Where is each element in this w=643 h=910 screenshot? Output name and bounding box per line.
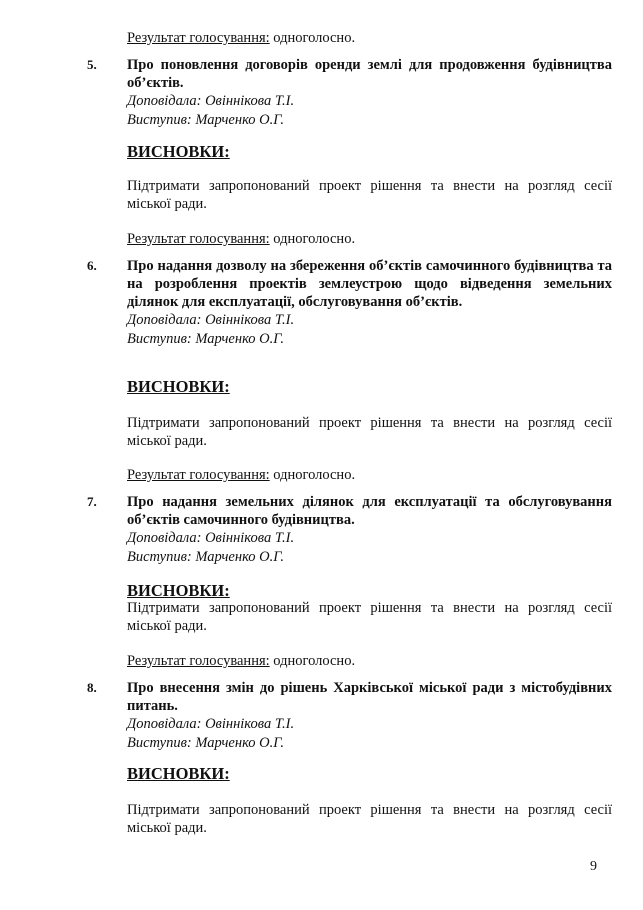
item-number: 8.: [87, 680, 97, 695]
voting-result-label: Результат голосування:: [127, 30, 270, 46]
voting-result-value: одноголосно.: [269, 231, 356, 247]
conclusions-heading: ВИСНОВКИ:: [127, 377, 230, 396]
item-body: [127, 493, 612, 567]
item-speaker-2: Виступив: Марченко О.Г.: [127, 735, 285, 751]
item-title: Про надання дозволу на збереження об’єктів самочинного будівництва та на розроблення проектів землеустрою щодо відведення земельних ділянок для експлуатації, обслуговування об’єктів.: [127, 258, 612, 310]
item-title: Про надання земельних ділянок для експлуатації та обслуговування об’єктів самочинного будівництва.: [127, 494, 612, 528]
item-title: Про поновлення договорів оренди землі для продовження будівництва об’єктів.: [127, 57, 612, 91]
conclusions-heading: ВИСНОВКИ:: [127, 764, 230, 783]
voting-result-value: одноголосно.: [269, 467, 356, 483]
conclusion-text: Підтримати запропонований проект рішення та внести на розгляд сесії міської ради.: [127, 415, 612, 449]
item-speaker-2: Виступив: Марченко О.Г.: [127, 331, 285, 347]
conclusion-text: Підтримати запропонований проект рішення та внести на розгляд сесії міської ради.: [127, 600, 612, 634]
voting-result-value: одноголосно.: [269, 30, 356, 46]
voting-result-label: Результат голосування:: [127, 231, 270, 247]
item-speaker-2: Виступив: Марченко О.Г.: [127, 549, 285, 565]
item-speaker: Доповідала: Овіннікова Т.І.: [127, 530, 295, 546]
page-number: 9: [590, 859, 597, 874]
voting-result: [127, 466, 355, 484]
item-speaker: Доповідала: Овіннікова Т.І.: [127, 93, 295, 109]
item-title: Про внесення змін до рішень Харківської міської ради з містобудівних питань.: [127, 680, 612, 714]
voting-result: [127, 29, 355, 47]
voting-result-label: Результат голосування:: [127, 467, 270, 483]
item-speaker: Доповідала: Овіннікова Т.І.: [127, 312, 295, 328]
voting-result-value: одноголосно.: [269, 653, 356, 669]
voting-result: [127, 652, 355, 670]
voting-result: [127, 230, 355, 248]
voting-result-label: Результат голосування:: [127, 653, 270, 669]
item-body: [127, 679, 612, 753]
item-speaker: Доповідала: Овіннікова Т.І.: [127, 716, 295, 732]
conclusion-text: Підтримати запропонований проект рішення та внести на розгляд сесії міської ради.: [127, 802, 612, 836]
conclusion-text: Підтримати запропонований проект рішення та внести на розгляд сесії міської ради.: [127, 178, 612, 212]
item-body: [127, 257, 612, 349]
item-number: 6.: [87, 258, 97, 273]
conclusions-heading: ВИСНОВКИ:: [127, 142, 230, 161]
item-body: [127, 56, 612, 130]
item-number: 7.: [87, 494, 97, 509]
conclusions-heading: ВИСНОВКИ:: [127, 581, 230, 600]
item-speaker-2: Виступив: Марченко О.Г.: [127, 112, 285, 128]
item-number: 5.: [87, 57, 97, 72]
